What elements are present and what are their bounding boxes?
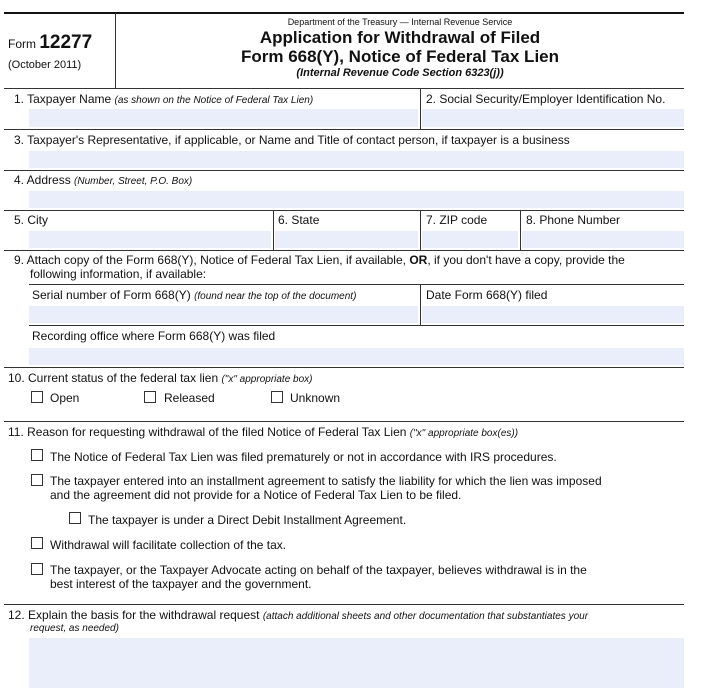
status-note: ("x" appropriate box) (221, 374, 313, 385)
field-9-or: OR (409, 253, 428, 267)
field-10-label (8, 371, 313, 387)
field-1-label (14, 92, 313, 108)
reason-premature-checkbox[interactable] (31, 449, 43, 461)
form-date: (October 2011) (8, 59, 82, 71)
field-2-label: 2. Social Security/Employer Identification No. (426, 92, 666, 106)
status-open-checkbox[interactable] (31, 391, 43, 403)
explain-label-text: 12. Explain the basis for the withdrawal request (8, 608, 260, 622)
field-11-label (8, 425, 518, 441)
reason-direct-debit-label: The taxpayer is under a Direct Debit Installment Agreement. (88, 513, 407, 527)
rule-row1 (4, 88, 684, 89)
page-title-line1: Application for Withdrawal of Filed (259, 28, 541, 47)
field-7-label: 7. ZIP code (426, 213, 488, 227)
reason-premature-label: The Notice of Federal Tax Lien was filed prematurely or not in accordance with IRS procedures. (50, 450, 557, 464)
status-released-checkbox[interactable] (144, 391, 156, 403)
rule-9a (29, 284, 684, 285)
date-filed-input[interactable] (422, 306, 684, 323)
reason-best-interest-line1: The taxpayer, or the Taxpayer Advocate acting on behalf of the taxpayer, believes withdrawal is in the (50, 563, 587, 577)
reason-best-interest-checkbox[interactable] (31, 563, 43, 575)
rule-row6 (4, 367, 684, 368)
field-3-label: 3. Taxpayer's Representative, if applicable, or Name and Title of contact person, if taxpayer is a business (14, 133, 570, 147)
rule-row3 (4, 170, 684, 171)
reason-installment-line1: The taxpayer entered into an installment agreement to satisfy the liability for which the lien was imposed (50, 474, 602, 488)
rule-row5 (4, 250, 684, 251)
form-number-value: 12277 (39, 32, 93, 53)
reasons-note: ("x" appropriate box(es)) (409, 428, 519, 439)
representative-input[interactable] (29, 151, 684, 168)
reason-facilitate-checkbox[interactable] (31, 537, 43, 549)
rule-row8 (4, 604, 684, 605)
explain-basis-input[interactable] (29, 638, 684, 688)
rule-row4 (4, 210, 684, 211)
field-9-office-label: Recording office where Form 668(Y) was filed (32, 329, 276, 343)
explain-note-line1: (attach additional sheets and other documentation that substantiates your (262, 611, 589, 622)
page-subtitle: (Internal Revenue Code Section 6323(j)) (296, 67, 504, 79)
city-input[interactable] (29, 231, 271, 248)
field-9-text-pre: 9. Attach copy of the Form 668(Y), Notice of Federal Tax Lien, if available, (14, 253, 406, 267)
field-4-label-text: 4. Address (14, 173, 71, 187)
status-unknown-checkbox[interactable] (271, 391, 283, 403)
agency-name: Department of the Treasury — Internal Revenue Service (287, 17, 513, 27)
serial-note: (found near the top of the document) (194, 291, 357, 302)
field-4-note: (Number, Street, P.O. Box) (74, 176, 193, 187)
field-8-label: 8. Phone Number (526, 213, 621, 227)
field-9-text-post: , if you don't have a copy, provide the (427, 253, 625, 267)
taxpayer-name-input[interactable] (29, 109, 418, 127)
divider-7-8 (520, 210, 521, 250)
ssn-ein-input[interactable] (422, 109, 684, 127)
rule-row2 (4, 129, 684, 130)
explain-note-line2: request, as needed) (30, 623, 119, 634)
status-label-text: 10. Current status of the federal tax lien (8, 371, 219, 385)
reason-installment-checkbox[interactable] (31, 474, 43, 486)
rule-9b (29, 325, 684, 326)
field-1-label-text: 1. Taxpayer Name (14, 92, 112, 106)
rule-row7 (4, 421, 684, 422)
field-5-label: 5. City (14, 213, 49, 227)
state-input[interactable] (275, 231, 418, 248)
reason-best-interest-line2: best interest of the taxpayer and the government. (50, 577, 312, 591)
field-4-label (14, 173, 192, 189)
divider-serial-date (420, 284, 421, 325)
reason-direct-debit-checkbox[interactable] (69, 512, 81, 524)
field-9-line2: following information, if available: (30, 267, 207, 281)
field-9-line1 (14, 253, 625, 267)
reason-facilitate-label: Withdrawal will facilitate collection of the tax. (50, 538, 287, 552)
reason-installment-line2: and the agreement did not provide for a Notice of Federal Tax Lien to be filed. (50, 488, 462, 502)
divider-5-6 (273, 210, 274, 250)
header-title-block (116, 16, 684, 80)
top-rule (4, 12, 684, 14)
field-6-label: 6. State (278, 213, 320, 227)
zip-input[interactable] (422, 231, 518, 248)
serial-number-input[interactable] (29, 306, 418, 323)
field-1-note: (as shown on the Notice of Federal Tax Lien) (114, 95, 314, 106)
status-unknown-label: Unknown (290, 391, 341, 405)
field-9-date-label: Date Form 668(Y) filed (426, 288, 548, 302)
recording-office-input[interactable] (29, 348, 684, 365)
form-prefix: Form (8, 37, 36, 51)
status-released-label: Released (164, 391, 215, 405)
page-title-line2: Form 668(Y), Notice of Federal Tax Lien (240, 47, 560, 66)
reasons-label-text: 11. Reason for requesting withdrawal of the filed Notice of Federal Tax Lien (8, 425, 407, 439)
status-open-label: Open (50, 391, 80, 405)
field-9-serial-label (32, 288, 356, 304)
serial-label-text: Serial number of Form 668(Y) (32, 288, 191, 302)
address-input[interactable] (29, 191, 684, 208)
divider-6-7 (420, 210, 421, 250)
divider-1-2 (420, 88, 421, 129)
form-number (8, 32, 93, 53)
phone-input[interactable] (522, 231, 684, 248)
